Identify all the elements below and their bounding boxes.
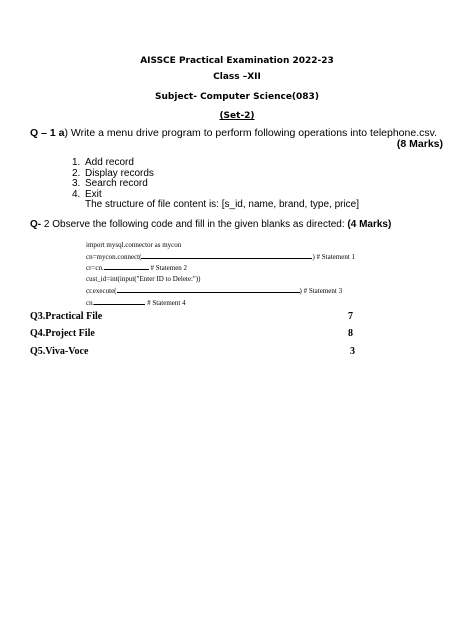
code-line: import mysql.connector as mycon — [86, 241, 182, 249]
question-4-marks: 8 — [348, 328, 353, 339]
question-2-text: 2 Observe the following code and fill in the given blanks as directed: — [41, 219, 348, 230]
question-4-label: Q4.Project File — [30, 328, 95, 339]
list-item: 2. Display records — [72, 167, 154, 179]
question-1-text: ) Write a menu drive program to perform following operations into telephone.csv. — [64, 127, 437, 139]
code-line: cr=cn. # Statemen 2 — [86, 264, 188, 273]
question-1 — [30, 127, 450, 150]
class-label: Class –XII — [213, 72, 261, 82]
question-5-label: Q5.Viva-Voce — [30, 346, 89, 357]
question-2-marks: (4 Marks) — [347, 219, 392, 230]
fill-blank — [117, 285, 300, 293]
subject-label: Subject- Computer Science(083) — [155, 92, 319, 102]
question-3-marks: 7 — [348, 311, 353, 322]
fill-blank — [94, 297, 145, 305]
question-5-marks: 3 — [350, 346, 355, 357]
question-4-row — [30, 328, 360, 339]
question-1-number: Q – 1 a — [30, 127, 65, 139]
code-line: cr.execute( ) # Statement 3 — [86, 286, 343, 295]
code-line: cn=mycon.connect( ) # Statement 1 — [86, 252, 356, 261]
list-item: 3. Search record — [72, 178, 148, 190]
question-1-menu-list — [72, 158, 154, 200]
fill-blank — [141, 251, 312, 259]
question-2-number: Q- — [30, 219, 42, 230]
code-line: cust_id=int(input("Enter ID to Delete:")) — [86, 275, 201, 284]
fill-blank — [104, 262, 149, 270]
list-item: 1. Add record — [72, 157, 134, 168]
question-2 — [30, 219, 391, 230]
question-3-label: Q3.Practical File — [30, 311, 103, 322]
code-snippet — [86, 240, 355, 308]
question-3-row — [30, 311, 360, 322]
code-line: cn. # Statement 4 — [86, 298, 186, 307]
list-item: 4. Exit — [72, 188, 102, 200]
exam-title: AISSCE Practical Examination 2022-23 — [140, 56, 334, 66]
question-1-marks: (8 Marks) — [396, 138, 443, 150]
file-structure-note: The structure of file content is: [s_id, name, brand, type, price] — [85, 199, 360, 210]
question-5-row — [30, 346, 360, 357]
set-label: (Set-2) — [219, 111, 255, 121]
